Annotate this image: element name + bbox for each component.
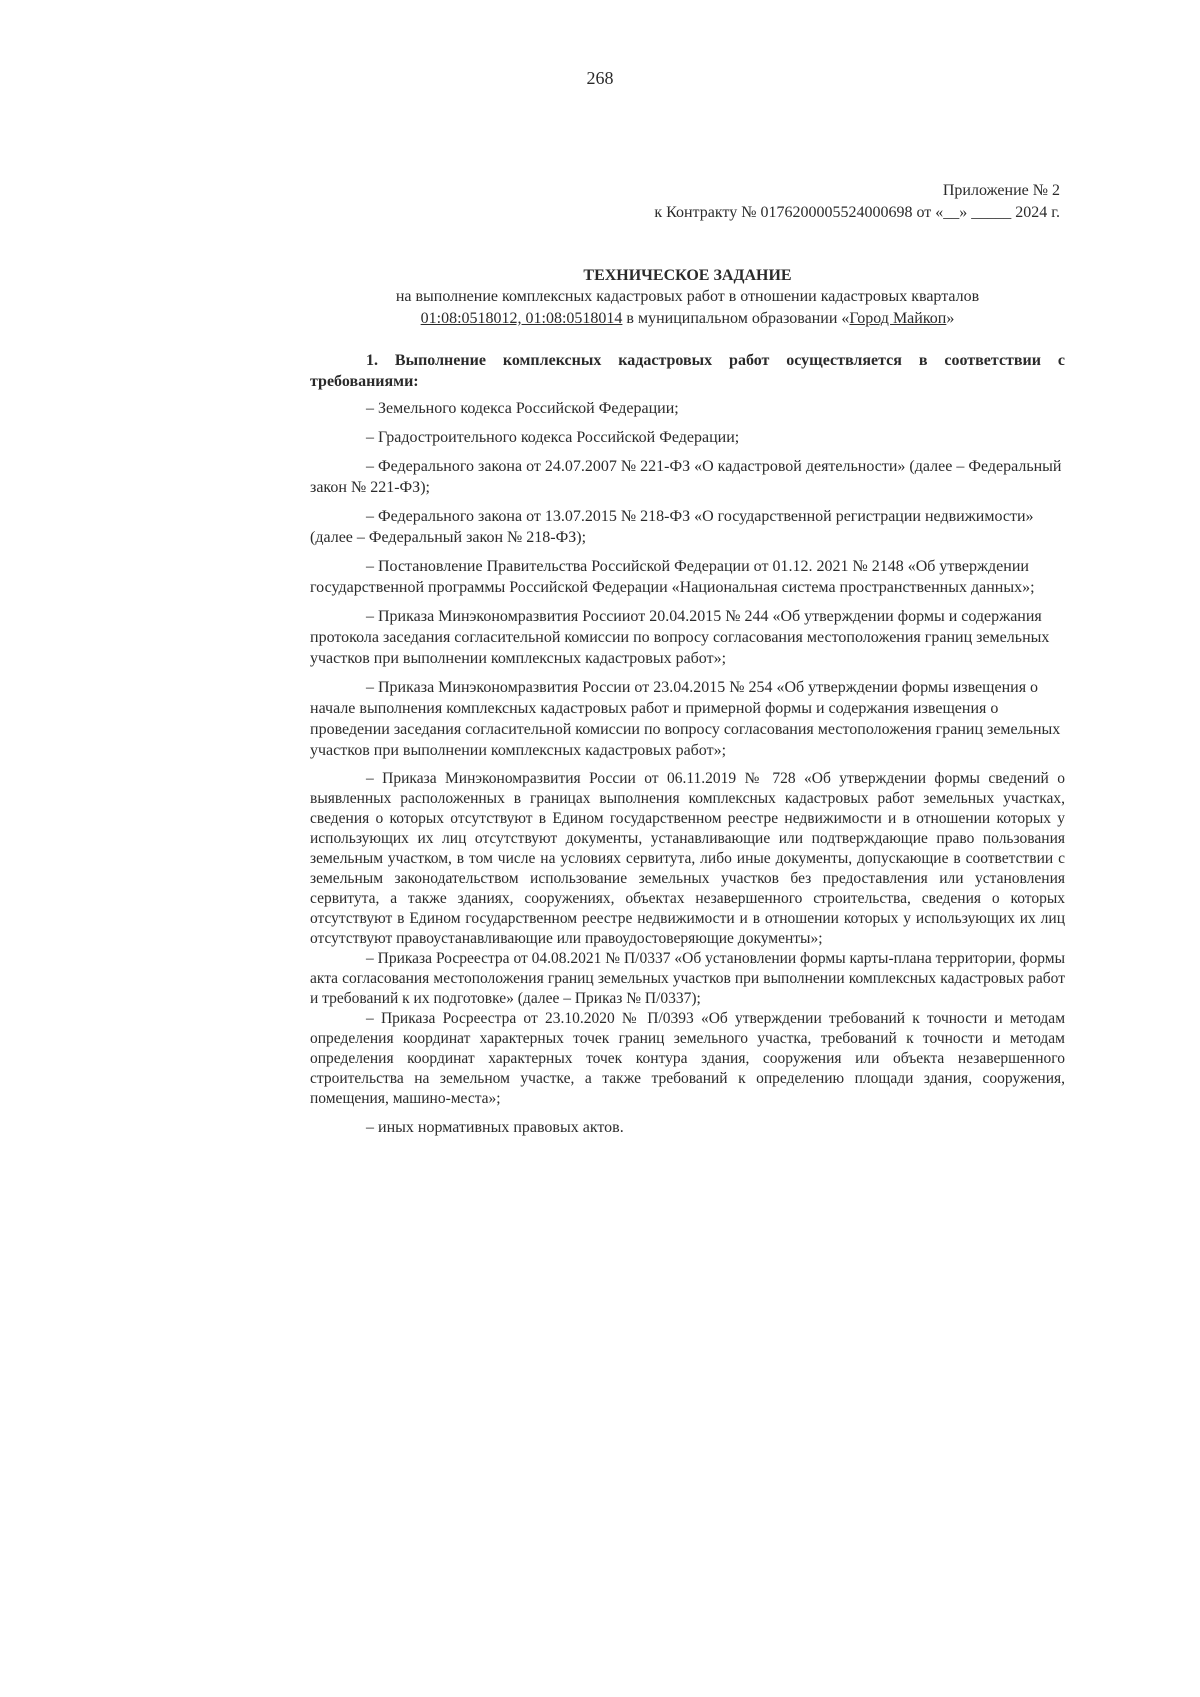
document-subtitle — [310, 286, 1065, 330]
requirement-item: – Приказа Минэкономразвития России от 23.04.2015 № 254 «Об утверждении формы извещения о начале выполнения комплексных кадастровых работ и примерной формы и содержания извещения о проведении заседания согласительной комиссии по вопросу согласования местоположения границ земельных участков при выполнении комплексных кадастровых работ»; — [310, 679, 1061, 759]
appendix-number: Приложение № 2 — [942, 182, 1060, 199]
requirement-item: – Федерального закона от 24.07.2007 № 221-ФЗ «О кадастровой деятельности» (далее – Федеральный закон № 221-ФЗ); — [310, 458, 1062, 496]
requirement-item: – Приказа Росреестра от 23.10.2020 № П/0393 «Об утверждении требований к точности и методам определения координат характерных точек границ земельного участка, требований к точности и методам определения координат характерных точек контура здания, сооружения или объекта незавершенного строительства на земельном участке, а также требований к определению площади здания, сооружения, помещения, машино-места»; — [310, 1010, 1065, 1107]
requirement-item: – Приказа Росреестра от 04.08.2021 № П/0337 «Об установлении формы карты-плана территории, формы акта согласования местоположения границ земельных участков при выполнении комплексных кадастровых работ и требований к их подготовке» (далее – Приказ № П/0337); — [310, 950, 1065, 1007]
subtitle-line1: на выполнение комплексных кадастровых работ в отношении кадастровых кварталов — [395, 288, 980, 305]
document-title: ТЕХНИЧЕСКОЕ ЗАДАНИЕ — [583, 267, 792, 284]
requirement-item: – иных нормативных правовых актов. — [366, 1119, 624, 1136]
contract-reference: к Контракту № 0176200005524000698 от «__» _____ 2024 г. — [654, 204, 1060, 221]
section-heading: 1. Выполнение комплексных кадастровых работ осуществляется в соответствии с требованиями: — [310, 352, 1065, 390]
requirement-item: – Федерального закона от 13.07.2015 № 218-ФЗ «О государственной регистрации недвижимости» (далее – Федеральный закон № 218-ФЗ); — [310, 508, 1034, 546]
requirement-item: – Приказа Минэкономразвития России от 06.11.2019 № 728 «Об утверждении формы сведений о выявленных расположенных в границах выполнения комплексных кадастровых работ земельных участках, сведения о которых отсутствуют в Едином государственном реестре недвижимости и в отношении которых у использующих их лиц отсутствуют документы, устанавливающие или подтверждающие право пользования земельным участком, в том числе на условиях сервитута, либо иные документы, допускающие в соответствии с земельным законодательством использование земельных участков без предоставления или установления сервитута, а также зданиях, сооружениях, объектах незавершенного строительства, сведения о которых отсутствуют в Едином государственном реестре недвижимости и в отношении которых у использующих их лиц отсутствуют правоустанавливающие или правоудостоверяющие документы»; — [310, 770, 1065, 947]
subtitle-middle: в муниципальном образовании « — [622, 310, 850, 327]
cadastral-quarters: 01:08:0518012, 01:08:0518014 — [420, 310, 623, 327]
requirement-item: – Градостроительного кодекса Российской Федерации; — [366, 429, 740, 446]
requirement-item: – Постановление Правительства Российской Федерации от 01.12. 2021 № 2148 «Об утверждении государственной программы Российской Федерации «Национальная система пространственных данных»; — [310, 558, 1035, 596]
city-name: Город Майкоп — [849, 310, 947, 327]
appendix-reference — [654, 180, 1060, 224]
subtitle-end: » — [946, 310, 955, 327]
requirement-item: – Земельного кодекса Российской Федерации; — [366, 400, 679, 417]
document-body — [310, 265, 1065, 1146]
page-number: 268 — [586, 68, 614, 88]
requirement-item: – Приказа Минэкономразвития Россииот 20.04.2015 № 244 «Об утверждении формы и содержания протокола заседания согласительной комиссии по вопросу согласования местоположения границ земельных участков при выполнении комплексных кадастровых работ»; — [310, 608, 1050, 667]
